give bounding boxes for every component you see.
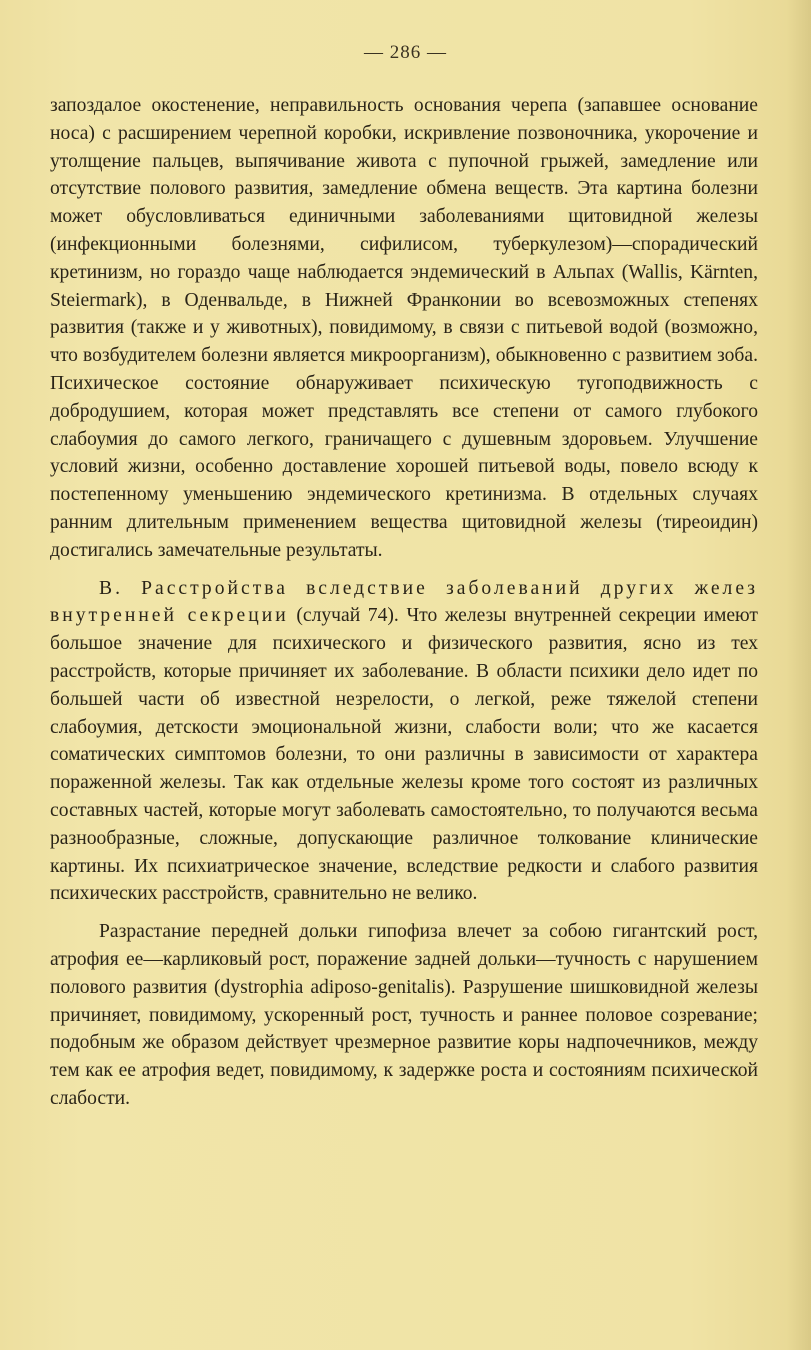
paragraph-hypophysis: Разрастание передней дольки гипофиза влечет за собою гигантский рост, атрофия ее—карликовый рост, поражение задней дольки—тучность с нарушением полового развития (dystrophia adiposo-genitalis). Разрушение шишковидной железы причиняет, повидимому, ускоренный рост, тучность и раннее половое созревание; подобным же образом действует чрезмерное развитие коры надпочечников, между тем как ее атрофия ведет, повидимому, к задержке роста и состояниям психической слабости. xyxy=(50,921,758,1109)
section-heading: В. Расстройства вследствие заболеваний других желез внутренней секреции xyxy=(50,577,758,627)
paragraph-other-glands-text: (случай 74). Что железы внутренней секреции имеют большое значение для психического и физического развития, ясно из тех расстройств, которые причиняет их заболевание. В области психики дело идет по большей части об известной незрелости, о легкой, реже тяжелой степени слабоумия, детскости эмоциональной жизни, слабости воли; что же касается соматических симптомов болезни, то они различны в зависимости от характера пораженной железы. Так как отдельные железы кроме того состоят из различных составных частей, которые могут заболевать самостоятельно, то получаются весьма разнообразные, сложные, допускающие различное толкование клинические картины. Их психиатрическое значение, вследствие редкости и слабого развития психических расстройств, сравнительно не велико. xyxy=(50,605,758,905)
paragraph-cretinism: запоздалое окостенение, неправильность основания черепа (запавшее основание носа) с расширением черепной коробки, искривление позвоночника, укорочение и утолщение пальцев, выпячивание живота с пупочной грыжей, замедление или отсутствие полового развития, замедление обмена веществ. Эта картина болезни может обусловливаться единичными заболеваниями щитовидной железы (инфекционными болезнями, сифилисом, туберкулезом)—спорадический кретинизм, но гораздо чаще наблюдается эндемический в Альпах (Wallis, Kärnten, Steiermark), в Оденвальде, в Нижней Франконии во всевозможных степенях развития (также и у животных), повидимому, в связи с питьевой водой (возможно, что возбудителем болезни является микроорганизм), обыкновенно с развитием зоба. Психическое состояние обнаруживает психическую тугоподвижность с добродушием, которая может представлять все степени от самого глубокого слабоумия до самого легкого, граничащего с душевным здоровьем. Улучшение условий жизни, особенно доставление хорошей питьевой воды, повело всюду к постепенному уменьшению эндемического кретинизма. В отдельных случаях ранним длительным применением вещества щитовидной железы (тиреоидин) достигались замечательные результаты. xyxy=(50,95,758,561)
page-number: — 286 — xyxy=(364,42,447,63)
paragraph-other-glands xyxy=(50,575,758,909)
page-text xyxy=(50,92,758,1113)
